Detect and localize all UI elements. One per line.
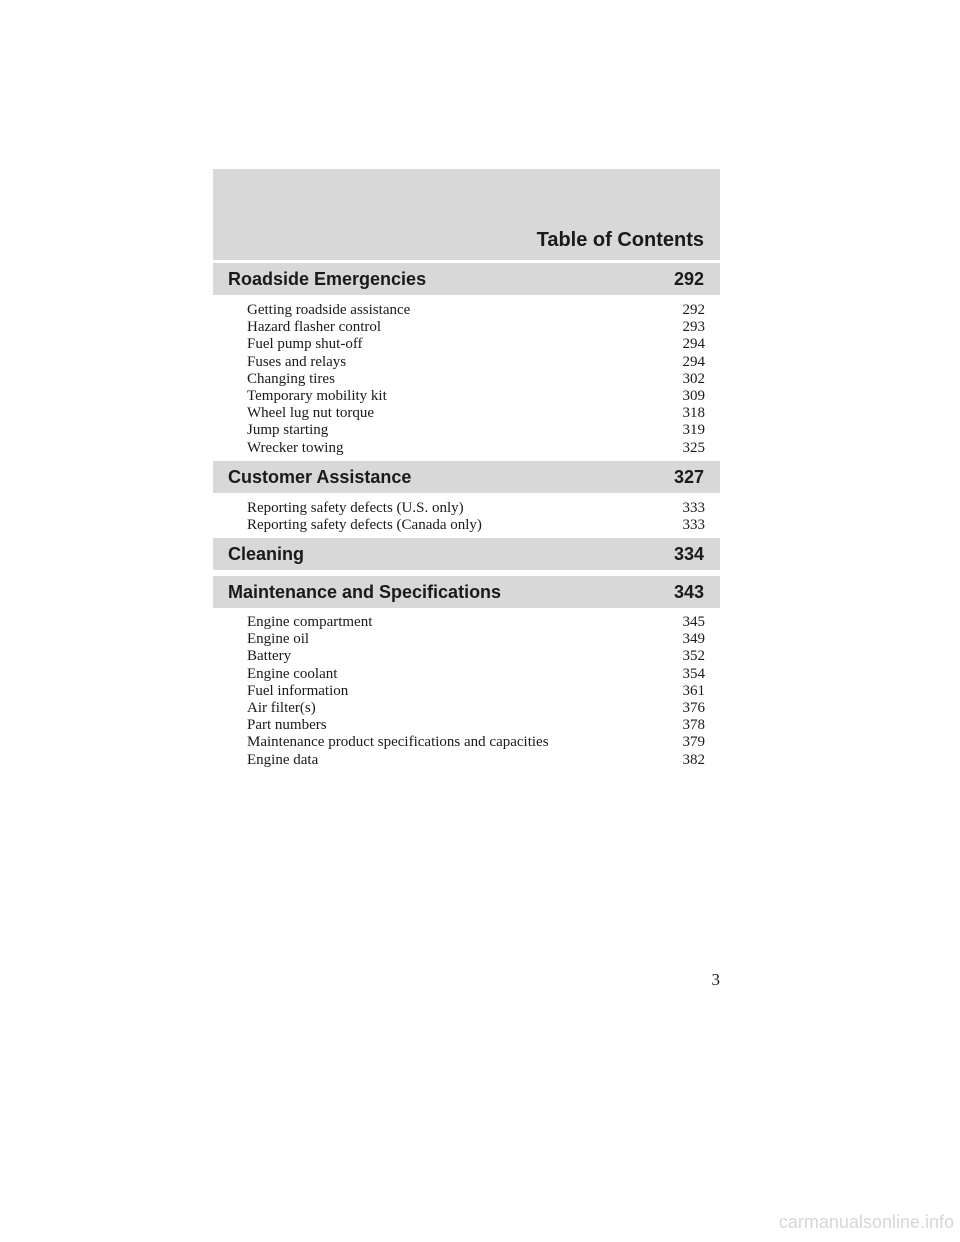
- toc-entry-page: 294: [682, 353, 705, 370]
- toc-entry-label: Maintenance product specifications and capacities: [247, 734, 549, 751]
- toc-entry-page: 379: [682, 734, 705, 751]
- toc-entry-label: Fuel pump shut-off: [247, 336, 363, 353]
- section-title: Maintenance and Specifications: [228, 582, 502, 602]
- toc-entry-page: 333: [682, 517, 705, 534]
- toc-entry[interactable]: [247, 319, 705, 336]
- section-heading-roadside-emergencies[interactable]: [213, 263, 720, 295]
- toc-entry-label: Engine coolant: [247, 665, 338, 682]
- toc-entry[interactable]: [247, 405, 705, 422]
- toc-entry-page: 309: [682, 387, 705, 404]
- toc-entry-page: 376: [682, 699, 705, 716]
- header-box: [213, 169, 720, 260]
- toc-entry-label: Changing tires: [247, 370, 335, 387]
- section-title: Cleaning: [228, 544, 305, 564]
- page-number: 3: [711, 970, 720, 989]
- toc-entry-label: Reporting safety defects (Canada only): [247, 517, 482, 534]
- toc-entry-page: 325: [682, 439, 705, 456]
- toc-entry-page: 293: [682, 319, 705, 336]
- toc-entry-label: Engine compartment: [247, 614, 373, 630]
- section-entries-customer-assistance: [247, 500, 705, 534]
- toc-entry-label: Hazard flasher control: [247, 319, 382, 336]
- toc-entry-page: 294: [682, 336, 705, 353]
- toc-entry-label: Jump starting: [247, 422, 329, 439]
- toc-entry-label: Temporary mobility kit: [247, 387, 387, 404]
- toc-entry[interactable]: [247, 336, 705, 353]
- section-heading-maintenance-and-specifications[interactable]: [213, 576, 720, 608]
- toc-entry[interactable]: [247, 631, 705, 648]
- section-page: 327: [673, 467, 704, 487]
- toc-entry[interactable]: [247, 683, 705, 700]
- section-title: Customer Assistance: [228, 467, 412, 487]
- toc-entry-label: Wheel lug nut torque: [247, 405, 375, 422]
- page-title: Table of Contents: [536, 229, 704, 251]
- toc-entry[interactable]: [247, 700, 705, 717]
- toc-entry[interactable]: [247, 734, 705, 751]
- toc-entry-page: 319: [682, 422, 705, 439]
- toc-entry-label: Air filter(s): [247, 699, 316, 716]
- toc-entry[interactable]: [247, 752, 705, 769]
- toc-entry-page: 352: [682, 648, 705, 665]
- toc-entry-label: Reporting safety defects (U.S. only): [247, 500, 464, 516]
- section-entries-roadside-emergencies: [247, 302, 705, 457]
- toc-entry-page: 349: [682, 631, 705, 648]
- toc-entry-label: Getting roadside assistance: [247, 302, 411, 318]
- toc-entry-label: Battery: [247, 648, 292, 665]
- toc-entry[interactable]: [247, 517, 705, 534]
- watermark-text: carmanualsonline.info: [778, 1212, 954, 1232]
- section-heading-cleaning[interactable]: [213, 538, 720, 570]
- toc-entry-label: Fuel information: [247, 682, 349, 699]
- toc-entry-page: 378: [682, 717, 705, 734]
- toc-entry-page: 382: [682, 751, 705, 768]
- toc-entry-label: Part numbers: [247, 717, 327, 734]
- section-heading-customer-assistance[interactable]: [213, 461, 720, 493]
- toc-entry[interactable]: [247, 648, 705, 665]
- section-page: 343: [673, 582, 704, 602]
- toc-entry-label: Wrecker towing: [247, 439, 344, 456]
- section-entries-maintenance-and-specifications: [247, 614, 705, 769]
- toc-entry-page: 302: [682, 370, 705, 387]
- toc-entry-page: 354: [682, 665, 705, 682]
- toc-entry[interactable]: [247, 422, 705, 439]
- toc-entry-page: 361: [682, 682, 705, 699]
- toc-entry-page: 292: [682, 302, 705, 318]
- toc-entry[interactable]: [247, 717, 705, 734]
- toc-entry[interactable]: [247, 354, 705, 371]
- toc-entry[interactable]: [247, 440, 705, 457]
- toc-entry[interactable]: [247, 388, 705, 405]
- toc-entry[interactable]: [247, 371, 705, 388]
- toc-entry[interactable]: [247, 500, 705, 517]
- toc-entry-label: Fuses and relays: [247, 353, 347, 370]
- toc-entry-label: Engine data: [247, 751, 319, 768]
- toc-entry-page: 333: [682, 500, 705, 516]
- toc-entry[interactable]: [247, 614, 705, 631]
- toc-entry-page: 345: [682, 614, 705, 630]
- toc-entry[interactable]: [247, 666, 705, 683]
- toc-entry-page: 318: [682, 405, 705, 422]
- toc-entry[interactable]: [247, 302, 705, 319]
- section-title: Roadside Emergencies: [228, 269, 427, 289]
- toc-entry-label: Engine oil: [247, 631, 310, 648]
- section-page: 292: [673, 269, 704, 289]
- section-page: 334: [673, 544, 704, 564]
